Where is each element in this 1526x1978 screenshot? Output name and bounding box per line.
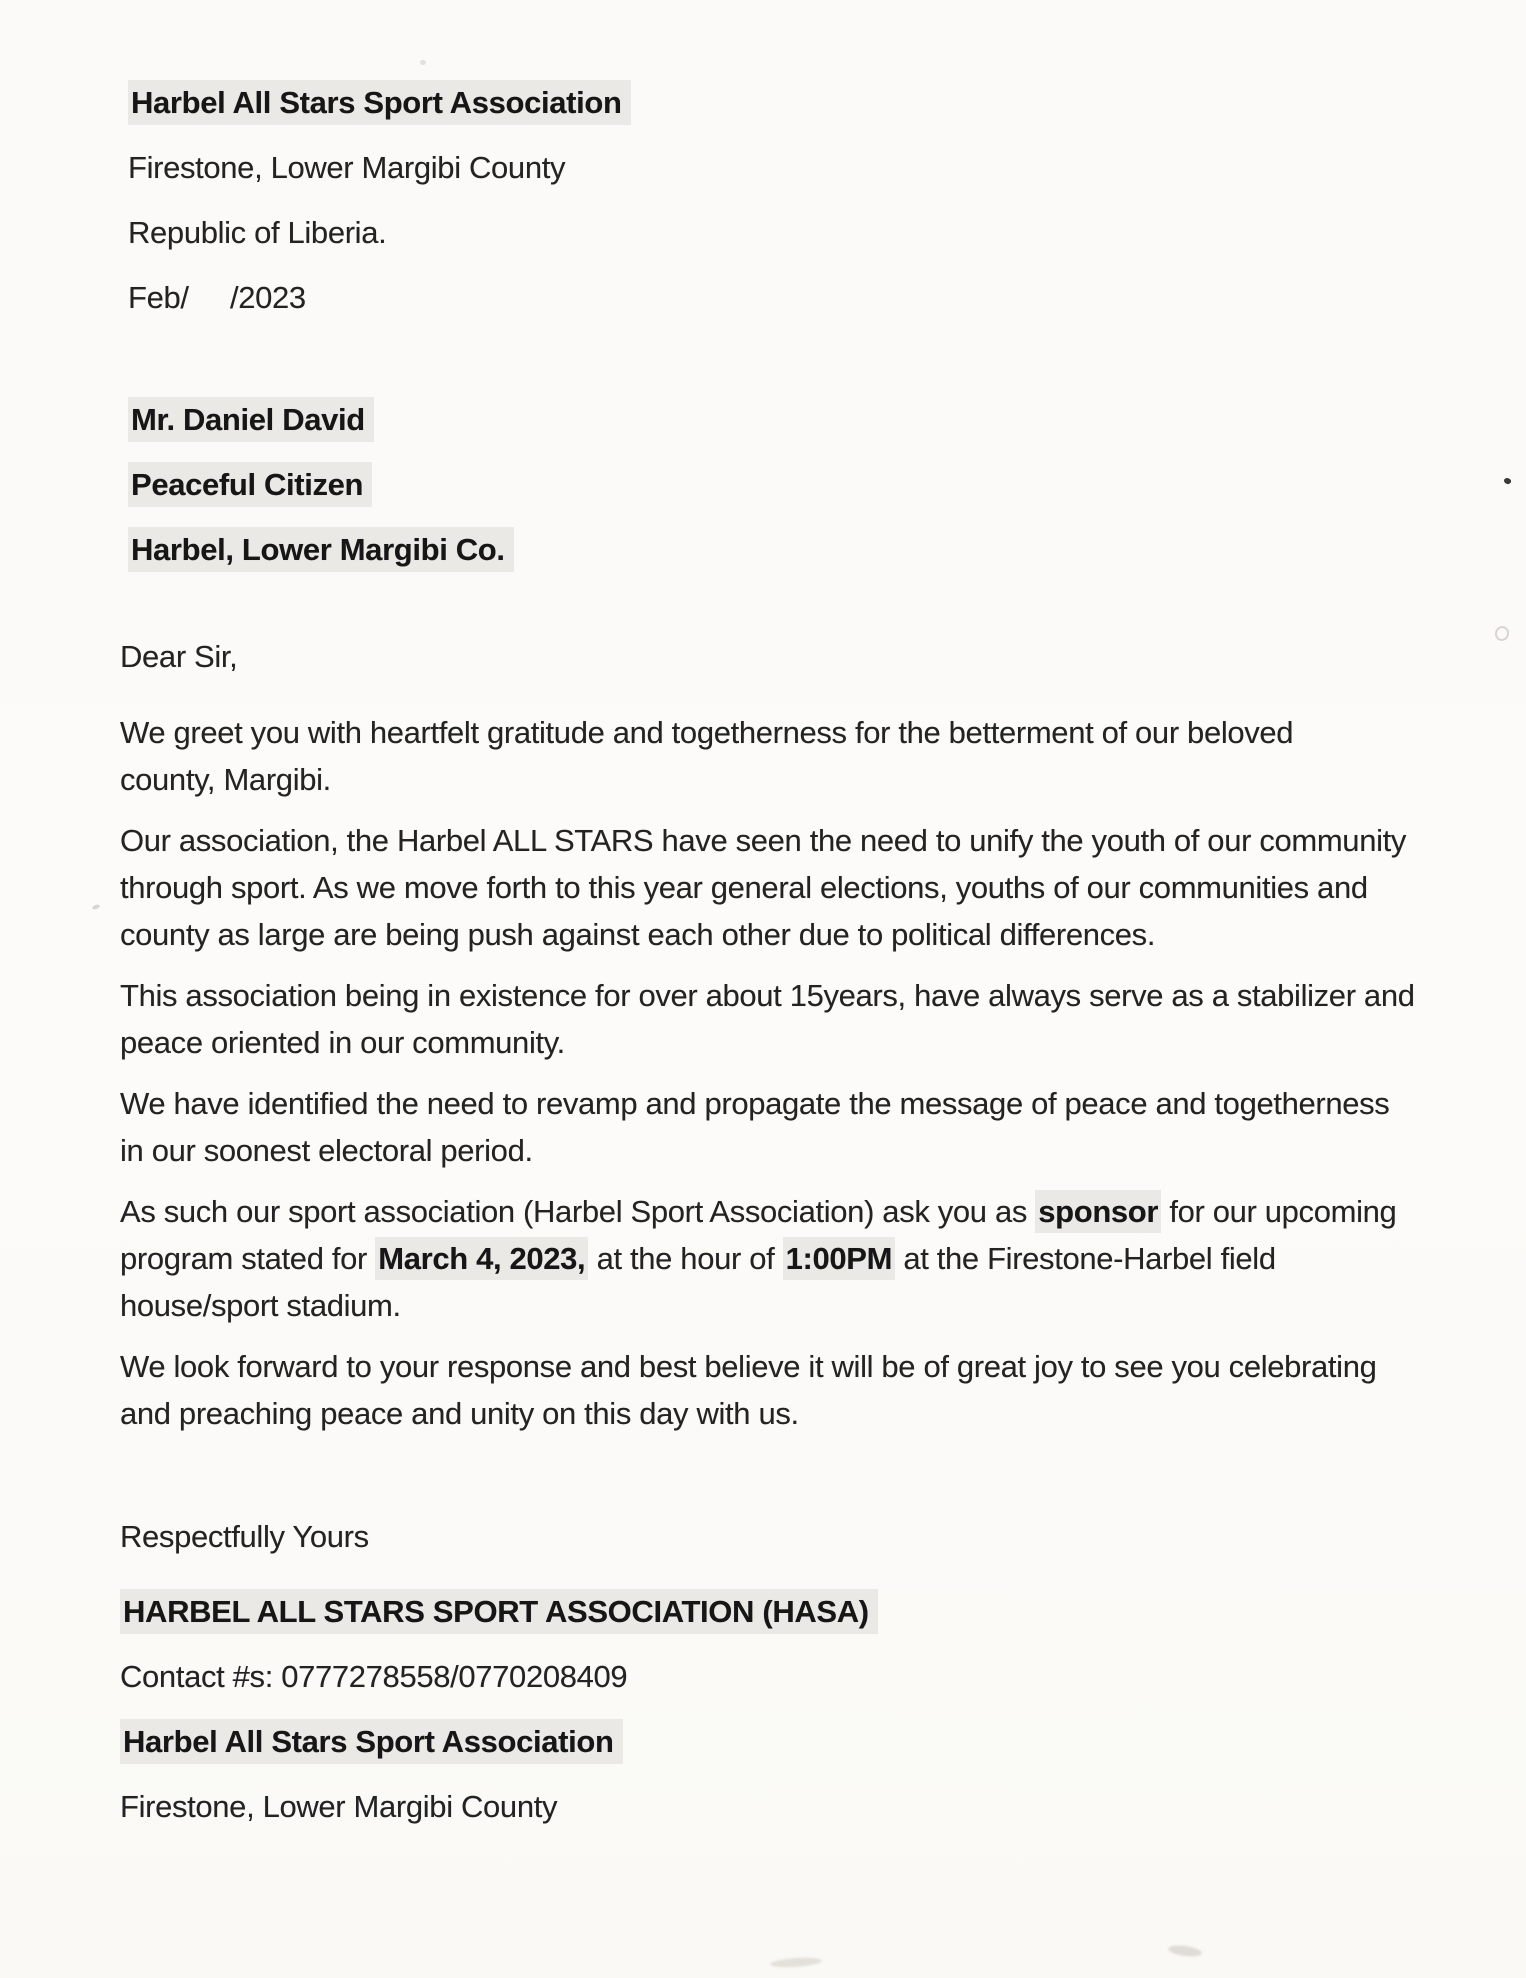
emphasized-text: sponsor <box>1035 1190 1161 1233</box>
recipient-address-block <box>120 396 1480 573</box>
text-segment: We greet you with heartfelt gratitude and togetherness for the betterment of our beloved <box>120 715 1294 750</box>
text-segment: at the Firestone-Harbel field <box>895 1241 1276 1276</box>
paragraph-line <box>120 1282 1480 1329</box>
paragraph-line <box>120 1080 1480 1127</box>
text-segment: This association being in existence for over about 15years, have always serve as a stabilizer and <box>120 978 1415 1013</box>
paragraph <box>120 1188 1480 1329</box>
text-segment: through sport. As we move forth to this year general elections, youths of our communities and <box>120 870 1368 905</box>
emphasized-text: Harbel, Lower Margibi Co. <box>128 527 514 572</box>
letter-line <box>128 396 1480 443</box>
paragraph <box>120 1343 1480 1437</box>
text-segment: As such our sport association (Harbel Sport Association) ask you as <box>120 1194 1036 1229</box>
text-segment: in our soonest electoral period. <box>120 1133 533 1168</box>
emphasized-text: March 4, 2023, <box>375 1237 588 1280</box>
paragraph-line <box>120 1390 1480 1437</box>
paragraph-line <box>120 1188 1480 1235</box>
text-segment: peace oriented in our community. <box>120 1025 565 1060</box>
paragraph <box>120 817 1480 958</box>
scan-mark <box>1493 624 1510 642</box>
paragraph <box>120 709 1480 803</box>
text-segment: Firestone, Lower Margibi County <box>120 1789 558 1824</box>
paragraph <box>120 1080 1480 1174</box>
text-segment: program stated for <box>120 1241 376 1276</box>
emphasized-text: Peaceful Citizen <box>128 462 372 507</box>
letter-line <box>120 1588 1480 1635</box>
salutation: Dear Sir, <box>120 639 238 674</box>
text-segment: Our association, the Harbel ALL STARS have seen the need to unify the youth of our community <box>120 823 1407 858</box>
scan-smudge <box>1167 1944 1202 1959</box>
text-segment: Republic of Liberia. <box>128 215 387 250</box>
paragraph-line <box>120 1127 1480 1174</box>
text-segment: We have identified the need to revamp and propagate the message of peace and togetherness <box>120 1086 1390 1121</box>
paragraph-line <box>120 1235 1480 1282</box>
paragraph-line <box>120 756 1480 803</box>
text-segment: at the hour of <box>588 1241 783 1276</box>
emphasized-text: Mr. Daniel David <box>128 397 374 442</box>
paragraph <box>120 972 1480 1066</box>
closing: Respectfully Yours <box>120 1519 369 1554</box>
emphasized-text: Harbel All Stars Sport Association <box>120 1719 623 1764</box>
letter-line <box>128 526 1480 573</box>
text-segment: for our upcoming <box>1161 1194 1397 1229</box>
text-segment: and preaching peace and unity on this day with us. <box>120 1396 799 1431</box>
text-segment: Feb/ /2023 <box>128 280 306 315</box>
paragraph-line <box>120 709 1480 756</box>
paragraph-line <box>120 1019 1480 1066</box>
text-segment: We look forward to your response and best believe it will be of great joy to see you celebrating <box>120 1349 1377 1384</box>
letter-line <box>120 1718 1480 1765</box>
letter-line <box>120 1783 1480 1830</box>
sender-address-block <box>120 79 1480 321</box>
paragraph-line <box>120 817 1480 864</box>
ink-speck <box>1503 476 1512 485</box>
letter-line <box>128 209 1480 256</box>
text-segment: county as large are being push against each other due to political differences. <box>120 917 1156 952</box>
text-segment: house/sport stadium. <box>120 1288 401 1323</box>
text-segment: Contact #s: 0777278558/0770208409 <box>120 1659 628 1694</box>
letter-line <box>128 274 1480 321</box>
letter-line <box>128 79 1480 126</box>
letter-content <box>120 79 1480 1848</box>
letter-body <box>120 709 1480 1437</box>
scan-smudge <box>770 1956 823 1969</box>
text-segment: Firestone, Lower Margibi County <box>128 150 566 185</box>
paragraph-line <box>120 972 1480 1019</box>
letter-line <box>128 461 1480 508</box>
emphasized-text: 1:00PM <box>783 1237 895 1280</box>
paragraph-line <box>120 1343 1480 1390</box>
scan-mark <box>92 904 101 910</box>
paragraph-line <box>120 864 1480 911</box>
emphasized-text: Harbel All Stars Sport Association <box>128 80 631 125</box>
letter-line <box>120 1653 1480 1700</box>
paragraph-line <box>120 911 1480 958</box>
emphasized-text: HARBEL ALL STARS SPORT ASSOCIATION (HASA) <box>120 1589 878 1634</box>
scan-mark <box>420 60 426 65</box>
signature-block <box>120 1588 1480 1830</box>
text-segment: county, Margibi. <box>120 762 331 797</box>
letter-line <box>128 144 1480 191</box>
